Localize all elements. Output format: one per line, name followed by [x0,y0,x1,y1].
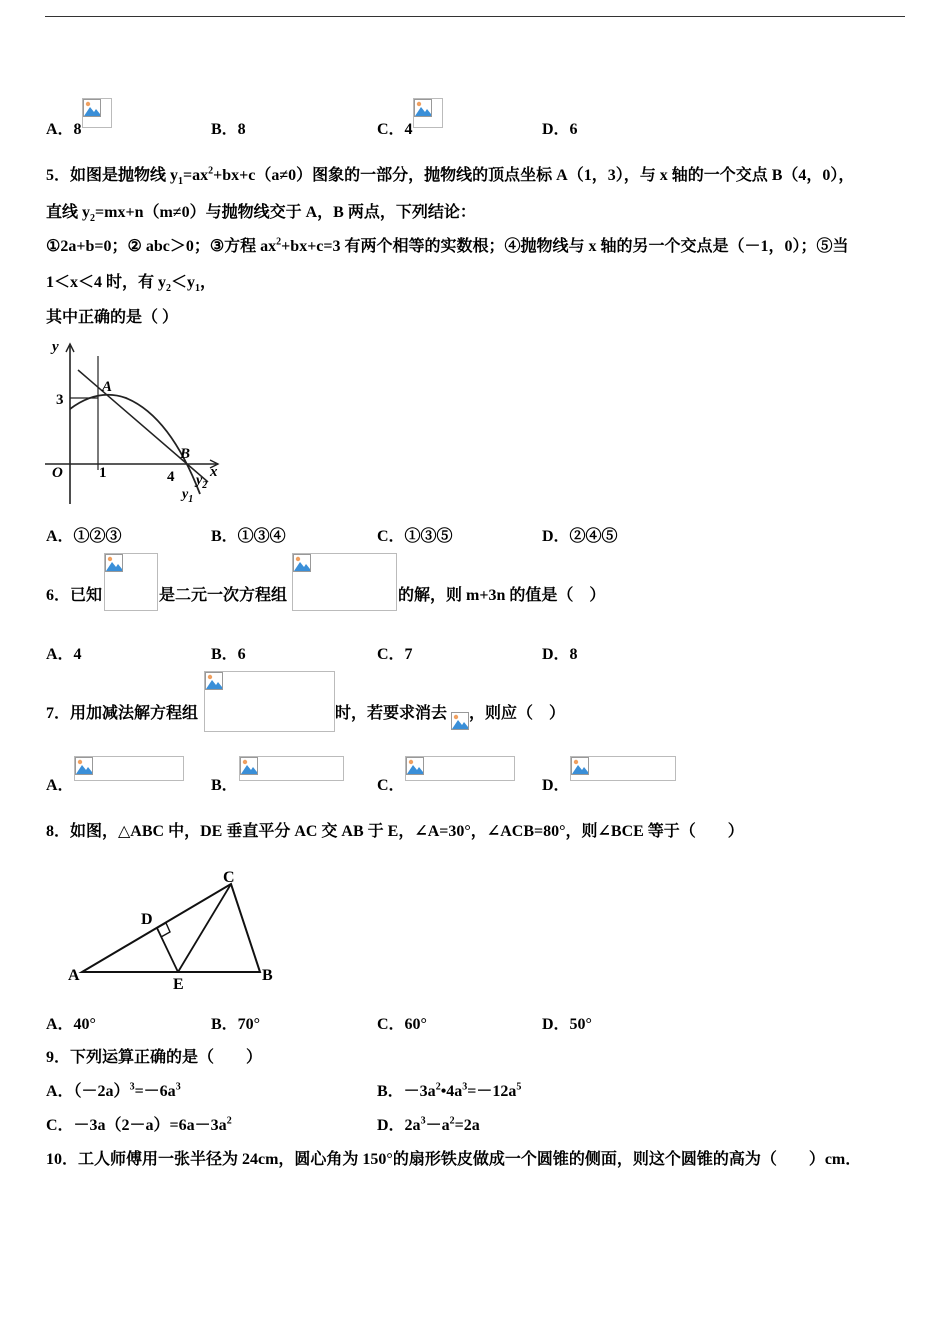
q9-option-d: D．$2a^3-a^2=2a$ [377,1115,480,1134]
broken-image-icon [205,672,223,690]
q8-text: 8．如图，△ABC 中，DE 垂直平分 AC 交 AB 于 E，∠A=30°，∠ACB=80°，则∠BCE 等于（ ） [46,823,744,840]
q8-option-c: C．60° [377,1016,427,1033]
q9-option-b: B．$-3a^2•4a^3=-12a^5$ [377,1081,522,1100]
label-B: B [180,446,191,462]
q7-text-2: 时，若要求消去 [335,705,448,722]
broken-image-icon [571,757,589,775]
q7-option-a: A． [46,777,74,794]
q9-text: 9．下列运算正确的是（ ） [46,1049,263,1066]
q7-text-3: ，则应（ ） [469,705,566,722]
label-y: y [52,339,59,355]
label-4: 4 [167,469,175,485]
q6-text-2: 是二元一次方程组 [159,587,288,604]
label-x: x [210,464,218,480]
q5-line-3: ①2a+b=0；② abc＞0；③方程 $ax^2+bx+c=3$ 有两个相等的实数根；④抛物线与 x 轴的另一个交点是（－1，0）；⑤当 [46,236,849,255]
label-y2: $y_2$ [196,473,208,491]
label-O: O [52,465,63,481]
q7-option-a-image [74,756,184,781]
q7-option-c-image [405,756,515,781]
label-B: B [262,967,273,984]
q7-option-d: D． [542,777,570,794]
segment-de [157,928,178,972]
q7-variable-image [451,712,469,730]
label-A: A [102,379,113,395]
q6-option-b: B．6 [211,646,246,663]
broken-image-icon [240,757,258,775]
q4-option-a: A．8 [46,121,82,138]
label-C: C [223,869,235,886]
q10-text: 10．工人师傅用一张半径为 24cm，圆心角为 150°的扇形铁皮做成一个圆锥的侧面，则这个圆锥的高为（ ）cm． [46,1151,862,1168]
broken-image-icon [83,99,101,117]
broken-image-icon [75,757,93,775]
q9-option-c: C．$-3a(2-a)=6a-3a^2$ [46,1115,232,1134]
q6-option-c: C．7 [377,646,413,663]
q4-option-a-image [82,98,112,128]
q6-text-3: 的解，则 m+3n 的值是（ ） [398,587,606,604]
header-rule [45,16,905,17]
label-D: D [141,911,153,928]
segment-ce [178,884,231,972]
q8-option-b: B．70° [211,1016,261,1033]
q7-option-b-image [239,756,344,781]
label-1: 1 [99,465,107,481]
q6-text-1: 6．已知 [46,587,103,604]
label-y1: $y_1$ [182,487,194,505]
broken-image-icon [451,712,469,730]
q4-option-c: C．4 [377,121,413,138]
q5-line-1: 5．如图是抛物线 $y_1=ax^2+bx+c(a\ne 0)$图象的一部分，抛物线的顶点坐标 A（1，3），与 x 轴的一个交点 B（4，0）， [46,165,855,188]
q6-option-d: D．8 [542,646,578,663]
q7-system-image [204,671,335,732]
q4-option-d: D．6 [542,121,578,138]
q6-solution-image [104,553,158,611]
q7-option-c: C． [377,777,405,794]
broken-image-icon [293,554,311,572]
q8-option-a: A．40° [46,1016,96,1033]
q9-option-a: A．$(-2a)^3=-6a^3$ [46,1081,181,1100]
q5-option-b: B．①③④ [211,528,286,545]
broken-image-icon [414,99,432,117]
q5-option-d: D．②④⑤ [542,528,618,545]
label-3: 3 [56,392,64,408]
q5-line-5: 其中正确的是（ ） [46,309,179,326]
q5-line-2: 直线 $y_2=mx+n(m\ne 0)$与抛物线交于 A，B 两点，下列结论： [46,204,476,225]
q4-option-b: B．8 [211,121,246,138]
q5-parabola-graph [40,336,225,506]
q5-option-a: A．①②③ [46,528,122,545]
q8-triangle-figure [66,862,281,992]
label-E: E [173,976,184,992]
q7-option-b: B． [211,777,238,794]
label-A: A [68,967,80,984]
parabola-curve [70,395,200,494]
q4-option-c-image [413,98,443,128]
q5-line-4: 1＜x＜4 时，有 $y_2<y_1$， [46,274,217,295]
q5-option-c: C．①③⑤ [377,528,453,545]
q6-option-a: A．4 [46,646,82,663]
broken-image-icon [105,554,123,572]
q7-text-1: 7．用加减法解方程组 [46,705,199,722]
q6-system-image [292,553,397,611]
broken-image-icon [406,757,424,775]
q8-option-d: D．50° [542,1016,592,1033]
q7-option-d-image [570,756,676,781]
